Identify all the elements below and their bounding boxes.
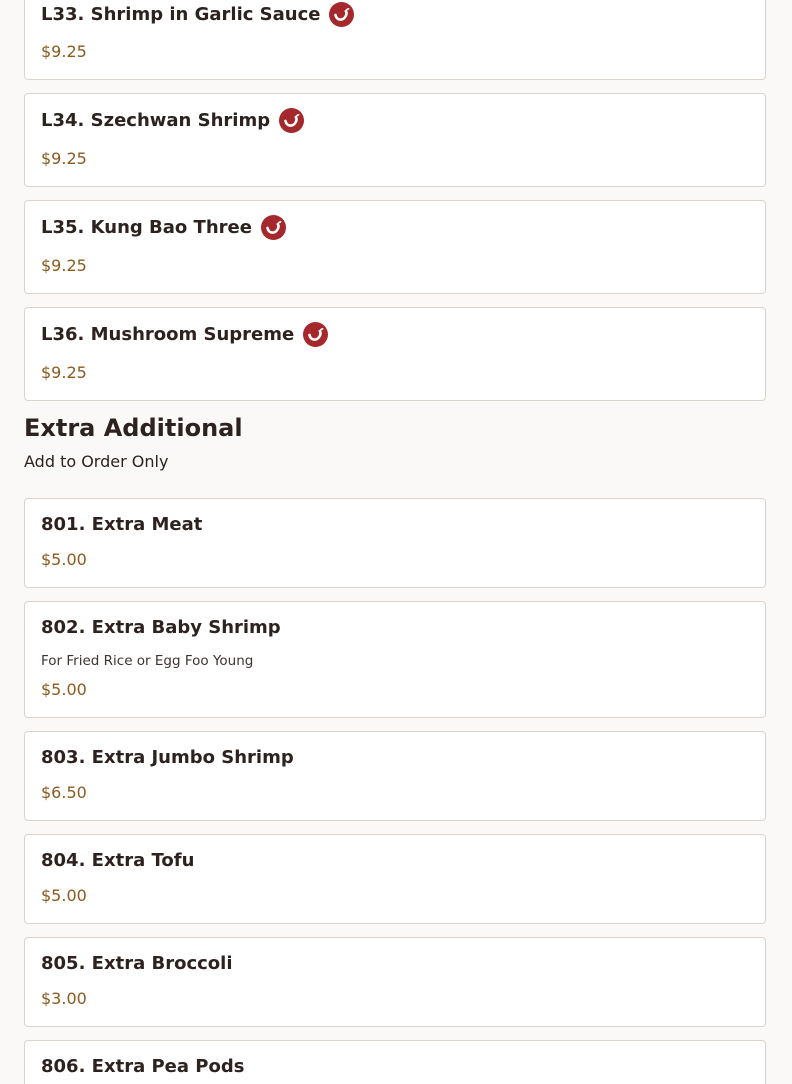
menu-item-price: $5.00 bbox=[41, 886, 87, 905]
menu-item-name: L33. Shrimp in Garlic Sauce bbox=[41, 3, 321, 25]
menu-item-price: $9.25 bbox=[41, 363, 87, 382]
spicy-icon bbox=[303, 322, 328, 347]
menu-item-name: 806. Extra Pea Pods bbox=[41, 1056, 245, 1077]
menu-item-card[interactable] bbox=[24, 731, 766, 821]
menu-item-card[interactable] bbox=[24, 200, 766, 294]
menu-item-card[interactable] bbox=[24, 601, 766, 718]
menu-item-name: 803. Extra Jumbo Shrimp bbox=[41, 747, 294, 768]
menu-item-card[interactable] bbox=[24, 1040, 766, 1084]
menu-item-price: $5.00 bbox=[41, 550, 87, 569]
section-title: Extra Additional bbox=[24, 414, 243, 442]
menu-item-price: $5.00 bbox=[41, 680, 87, 699]
menu-item-title bbox=[41, 2, 354, 27]
menu-item-card[interactable] bbox=[24, 498, 766, 588]
menu-item-card[interactable] bbox=[24, 307, 766, 401]
menu-item-price: $9.25 bbox=[41, 256, 87, 275]
menu-item-description: For Fried Rice or Egg Foo Young bbox=[41, 653, 254, 669]
menu-item-title bbox=[41, 108, 304, 133]
menu-item-title bbox=[41, 215, 286, 240]
menu-item-name: L35. Kung Bao Three bbox=[41, 216, 252, 238]
spicy-icon bbox=[279, 108, 304, 133]
menu-item-card[interactable] bbox=[24, 937, 766, 1027]
menu-item-price: $9.25 bbox=[41, 149, 87, 168]
menu-item-card[interactable] bbox=[24, 0, 766, 80]
menu-item-name: 801. Extra Meat bbox=[41, 514, 203, 535]
menu-item-name: L34. Szechwan Shrimp bbox=[41, 109, 271, 131]
spicy-icon bbox=[329, 2, 354, 27]
menu-item-title bbox=[41, 322, 328, 347]
menu-item-price: $3.00 bbox=[41, 989, 87, 1008]
spicy-icon bbox=[261, 215, 286, 240]
menu-item-name: 804. Extra Tofu bbox=[41, 850, 195, 871]
menu-item-name: L36. Mushroom Supreme bbox=[41, 323, 295, 345]
menu-item-price: $6.50 bbox=[41, 783, 87, 802]
menu-item-card[interactable] bbox=[24, 93, 766, 187]
section-subtitle: Add to Order Only bbox=[24, 452, 169, 471]
menu-item-card[interactable] bbox=[24, 834, 766, 924]
menu-item-name: 805. Extra Broccoli bbox=[41, 953, 233, 974]
menu-item-name: 802. Extra Baby Shrimp bbox=[41, 617, 281, 638]
menu-item-price: $9.25 bbox=[41, 42, 87, 61]
